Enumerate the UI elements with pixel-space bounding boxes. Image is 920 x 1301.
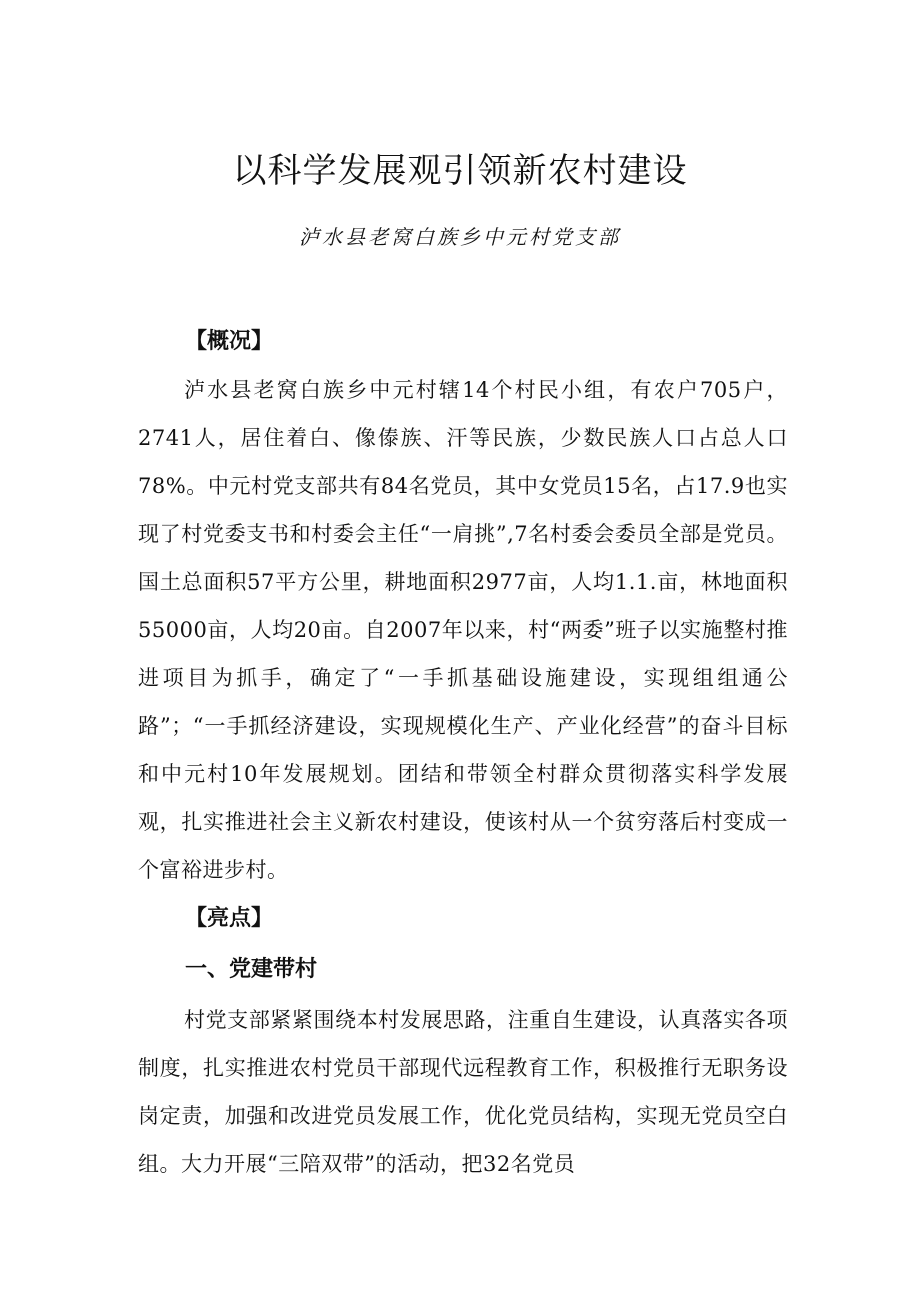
document-subtitle: 泸水县老窝白族乡中元村党支部	[299, 225, 621, 249]
overview-paragraph: 泸水县老窝白族乡中元村辖14个村民小组，有农户705户，2741人，居住着白、像傣族、汗等民族，少数民族人口占总人口78%。中元村党支部共有84名党员，其中女党员15名，占17.9也实现了村党委支书和村委会主任“一肩挑”,7名村委会委员全部是党员。国土总面积57平方公里，耕地面积2977亩，人均1.1.亩，林地面积55000亩，人均20亩。自2007年以来，村“两委”班子以实施整村推进项目为抓手，确定了“一手抓基础设施建设，实现组组通公路”；“一手抓经济建设，实现规模化生产、产业化经营”的奋斗目标和中元村10年发展规划。团结和带领全村群众贯彻落实科学发展观，扎实推进社会主义新农村建设，使该村从一个贫穷落后村变成一个富裕进步村。	[138, 378, 788, 882]
party-building-paragraph: 村党支部紧紧围绕本村发展思路，注重自生建设，认真落实各项制度，扎实推进农村党员干部现代远程教育工作，积极推行无职务设岗定责，加强和改进党员发展工作，优化党员结构，实现无党员空白组。大力开展“三陪双带”的活动，把32名党员	[138, 1008, 788, 1176]
section-heading-overview: 【概况】	[185, 329, 274, 354]
section-heading-highlights: 【亮点】	[185, 906, 274, 931]
document-title: 以科学发展观引领新农村建设	[232, 151, 688, 191]
subsection-heading-party-building: 一、党建带村	[185, 957, 318, 982]
